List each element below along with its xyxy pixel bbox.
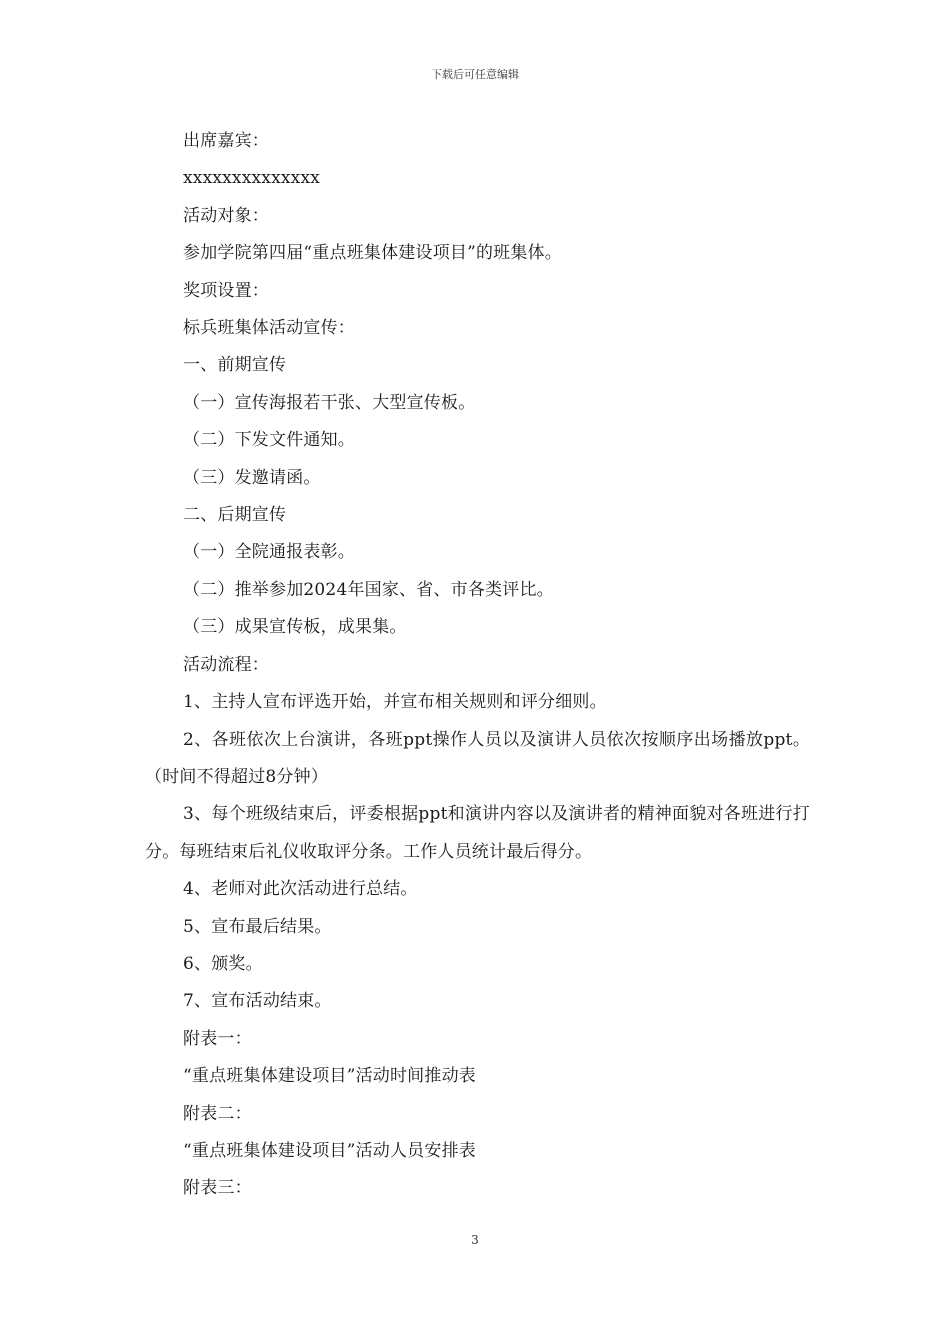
- paragraph-post-publicity: 二、后期宣传: [183, 505, 287, 526]
- paragraph-process-step-7: 7、宣布活动结束。: [183, 991, 332, 1012]
- paragraph-process-label: 活动流程：: [183, 654, 269, 675]
- paragraph-process-step-5: 5、宣布最后结果。: [183, 916, 332, 937]
- paragraph-post-item-3: （三）成果宣传板，成果集。: [183, 617, 407, 638]
- paragraph-pre-item-1: （一）宣传海报若干张、大型宣传板。: [183, 392, 476, 413]
- paragraph-pre-publicity: 一、前期宣传: [183, 355, 287, 376]
- paragraph-post-item-2: （二）推举参加2024年国家、省、市各类评比。: [183, 579, 554, 600]
- paragraph-appendix-3-label: 附表三：: [183, 1178, 252, 1199]
- page-header: 下载后可任意编辑: [431, 68, 519, 81]
- paragraph-post-item-1: （一）全院通报表彰。: [183, 542, 355, 563]
- paragraph-pre-item-2: （二）下发文件通知。: [183, 430, 355, 451]
- paragraph-awards-label: 奖项设置：: [183, 280, 269, 301]
- paragraph-guests-label: 出席嘉宾：: [183, 131, 269, 151]
- paragraph-publicity-label: 标兵班集体活动宣传：: [183, 318, 355, 339]
- paragraph-appendix-1-title: “重点班集体建设项目”活动时间推动表: [183, 1066, 476, 1087]
- paragraph-process-step-2: 2、各班依次上台演讲，各班ppt操作人员以及演讲人员依次按顺序出场播放ppt。（时间不得超过8分钟）: [145, 729, 810, 787]
- paragraph-target-value: 参加学院第四届“重点班集体建设项目”的班集体。: [183, 243, 562, 264]
- page-number: 3: [471, 1233, 479, 1247]
- paragraph-process-step-4: 4、老师对此次活动进行总结。: [183, 879, 418, 900]
- document-body: [145, 123, 810, 1208]
- paragraph-process-step-3: 3、每个班级结束后，评委根据ppt和演讲内容以及演讲者的精神面貌对各班进行打分。每班结束后礼仪收取评分条。工作人员统计最后得分。: [145, 804, 810, 862]
- paragraph-pre-item-3: （三）发邀请函。: [183, 467, 321, 488]
- paragraph-process-step-6: 6、颁奖。: [183, 953, 263, 974]
- paragraph-appendix-2-label: 附表二：: [183, 1103, 252, 1124]
- paragraph-process-step-1: 1、主持人宣布评选开始，并宣布相关规则和评分细则。: [183, 692, 607, 713]
- paragraph-guests-value: xxxxxxxxxxxxxx: [183, 168, 321, 189]
- paragraph-target-label: 活动对象：: [183, 205, 269, 226]
- paragraph-appendix-2-title: “重点班集体建设项目”活动人员安排表: [183, 1140, 476, 1161]
- paragraph-appendix-1-label: 附表一：: [183, 1028, 252, 1049]
